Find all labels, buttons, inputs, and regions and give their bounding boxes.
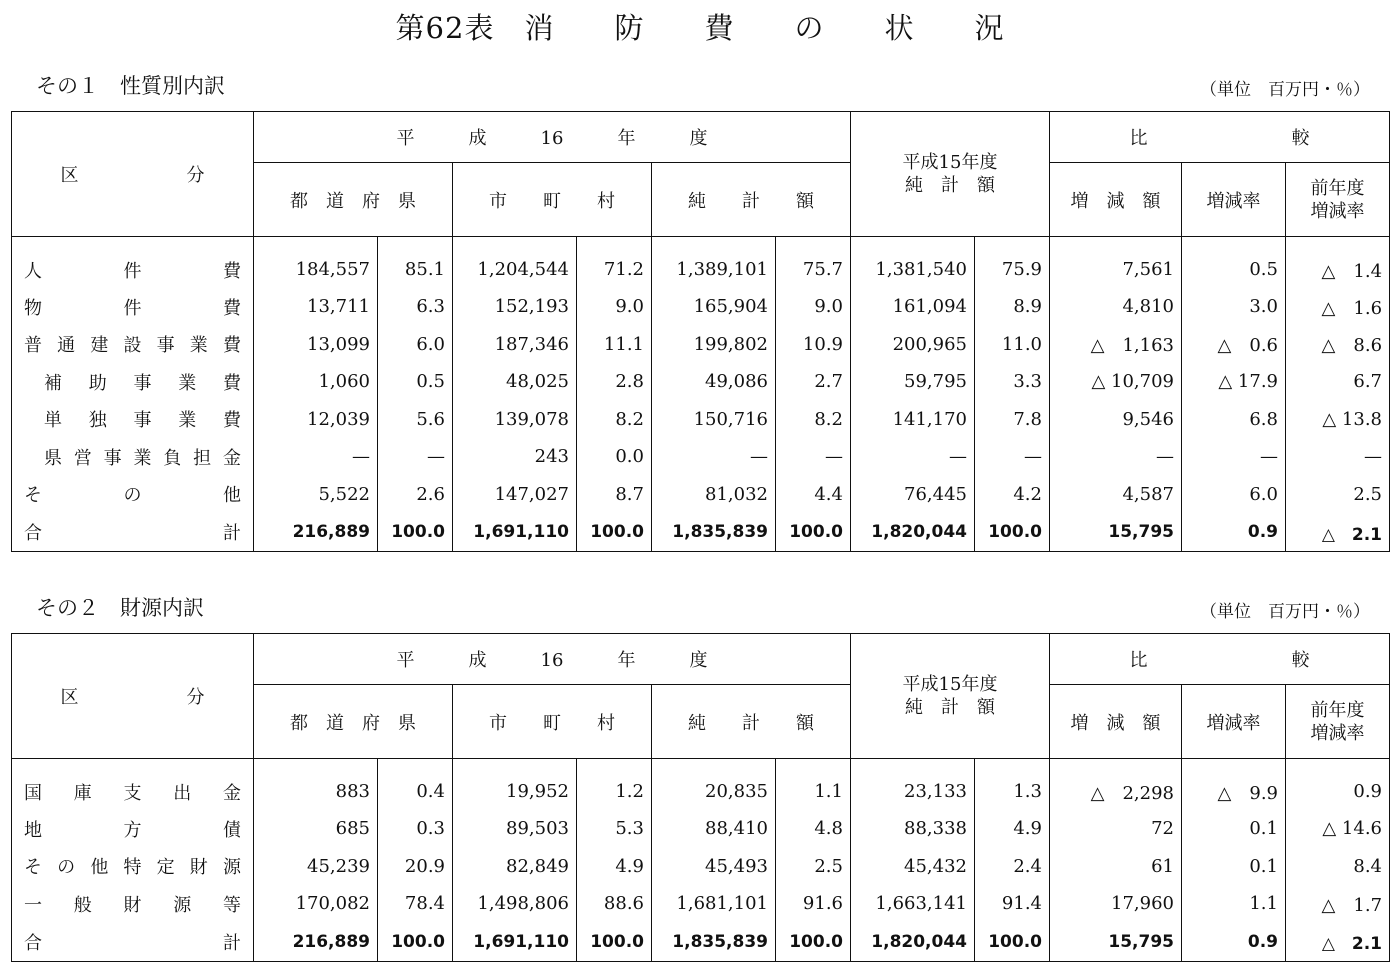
row-label <box>12 438 254 476</box>
cell-net-pct: 1.1 <box>776 759 851 811</box>
cell-muni: 243 <box>453 438 577 476</box>
header-category: 区 分 <box>12 634 254 759</box>
cell-rate: 6.8 <box>1182 401 1286 439</box>
cell-muni: 48,025 <box>453 363 577 401</box>
cell-muni: 1,691,110 <box>453 923 577 962</box>
header-municipality: 市 町 村 <box>453 685 652 759</box>
cell-rate: 6.0 <box>1182 476 1286 514</box>
cell-prev: △ 1.7 <box>1286 885 1390 923</box>
cell-net: 1,389,101 <box>652 237 776 289</box>
cell-muni-pct: 1.2 <box>577 759 652 811</box>
header-fy15-line1: 平成15年度 <box>902 152 998 173</box>
row-label-text: 合 計 <box>24 932 241 954</box>
cell-pref-pct: 78.4 <box>378 885 453 923</box>
cell-muni: 1,498,806 <box>453 885 577 923</box>
cell-fy15: 141,170 <box>851 401 975 439</box>
cell-rate: 3.0 <box>1182 288 1286 326</box>
cell-prev: 8.4 <box>1286 848 1390 886</box>
cell-muni-pct: 11.1 <box>577 326 652 364</box>
cell-pref: — <box>254 438 378 476</box>
table-row <box>12 237 1390 289</box>
table-row <box>12 759 1390 811</box>
cell-fy15-pct: 75.9 <box>975 237 1050 289</box>
cell-prev: 2.5 <box>1286 476 1390 514</box>
header-change-amount: 増 減 額 <box>1050 685 1182 759</box>
cell-fy15: 59,795 <box>851 363 975 401</box>
cell-pref: 184,557 <box>254 237 378 289</box>
row-label-text: そ の 他 特 定 財 源 <box>24 857 241 879</box>
row-label <box>12 810 254 848</box>
header-fy15-line2: 純 計 額 <box>905 697 995 718</box>
cell-net-pct: 91.6 <box>776 885 851 923</box>
header-fy15 <box>851 112 1050 237</box>
table-row <box>12 476 1390 514</box>
cell-diff: 7,561 <box>1050 237 1182 289</box>
cell-net: 20,835 <box>652 759 776 811</box>
row-label <box>12 363 254 401</box>
cell-muni-pct: 100.0 <box>577 513 652 552</box>
cell-muni-pct: 8.2 <box>577 401 652 439</box>
cell-muni: 147,027 <box>453 476 577 514</box>
cell-fy15: 1,663,141 <box>851 885 975 923</box>
cell-pref: 883 <box>254 759 378 811</box>
cell-muni: 1,691,110 <box>453 513 577 552</box>
cell-net: 88,410 <box>652 810 776 848</box>
row-label-text: 補 助 事 業 費 <box>44 372 241 394</box>
cell-net-pct: 2.5 <box>776 848 851 886</box>
cell-pref: 170,082 <box>254 885 378 923</box>
cell-rate: 1.1 <box>1182 885 1286 923</box>
cell-muni: 1,204,544 <box>453 237 577 289</box>
table-row <box>12 326 1390 364</box>
row-label-text: 単 独 事 業 費 <box>44 410 241 432</box>
table-row <box>12 288 1390 326</box>
header-prev-rate <box>1286 685 1390 759</box>
cell-fy15: 1,381,540 <box>851 237 975 289</box>
section-2-title: その２ 財源内訳 <box>36 596 204 620</box>
cell-diff: — <box>1050 438 1182 476</box>
cell-diff: 72 <box>1050 810 1182 848</box>
cell-prev: 6.7 <box>1286 363 1390 401</box>
row-label <box>12 885 254 923</box>
cell-prev: △ 8.6 <box>1286 326 1390 364</box>
cell-net-pct: 9.0 <box>776 288 851 326</box>
cell-fy15-pct: 100.0 <box>975 923 1050 962</box>
cell-pref-pct: 0.5 <box>378 363 453 401</box>
header-prev-rate-line2: 増減率 <box>1310 200 1365 222</box>
cell-muni-pct: 8.7 <box>577 476 652 514</box>
cell-fy15-pct: 3.3 <box>975 363 1050 401</box>
cell-net-pct: 100.0 <box>776 923 851 962</box>
cell-net-pct: 4.8 <box>776 810 851 848</box>
header-prev-rate-line1: 前年度 <box>1310 699 1365 721</box>
header-net-total: 純 計 額 <box>652 685 851 759</box>
cell-pref-pct: 2.6 <box>378 476 453 514</box>
cell-net: 1,835,839 <box>652 513 776 552</box>
cell-fy15-pct: 8.9 <box>975 288 1050 326</box>
cell-fy15: 76,445 <box>851 476 975 514</box>
header-fy15-line1: 平成15年度 <box>902 674 998 695</box>
cell-net: 165,904 <box>652 288 776 326</box>
cell-pref: 13,099 <box>254 326 378 364</box>
cell-fy15-pct: 100.0 <box>975 513 1050 552</box>
cell-pref: 12,039 <box>254 401 378 439</box>
cell-pref: 1,060 <box>254 363 378 401</box>
cell-pref: 5,522 <box>254 476 378 514</box>
cell-muni: 82,849 <box>453 848 577 886</box>
cell-diff: 9,546 <box>1050 401 1182 439</box>
cell-rate: △ 17.9 <box>1182 363 1286 401</box>
cell-pref-pct: 6.0 <box>378 326 453 364</box>
section-1-title: その１ 性質別内訳 <box>36 74 225 98</box>
cell-rate: 0.9 <box>1182 513 1286 552</box>
cell-prev: △ 14.6 <box>1286 810 1390 848</box>
cell-net-pct: 10.9 <box>776 326 851 364</box>
row-label <box>12 326 254 364</box>
cell-pref-pct: 0.3 <box>378 810 453 848</box>
cell-fy15-pct: 7.8 <box>975 401 1050 439</box>
row-label-text: 国 庫 支 出 金 <box>24 782 241 804</box>
cell-diff: 17,960 <box>1050 885 1182 923</box>
header-fy15-line2: 純 計 額 <box>905 175 995 196</box>
table-row <box>12 810 1390 848</box>
cell-muni: 139,078 <box>453 401 577 439</box>
table-row <box>12 438 1390 476</box>
cell-pref-pct: 100.0 <box>378 513 453 552</box>
row-label-text: そ の 他 <box>24 485 241 507</box>
header-comparison: 比 較 <box>1050 112 1390 163</box>
cell-prev: △ 13.8 <box>1286 401 1390 439</box>
cell-rate: 0.1 <box>1182 848 1286 886</box>
header-prev-rate <box>1286 163 1390 237</box>
cell-net-pct: 4.4 <box>776 476 851 514</box>
cell-pref-pct: 100.0 <box>378 923 453 962</box>
cell-rate: △ 0.6 <box>1182 326 1286 364</box>
cell-net-pct: 75.7 <box>776 237 851 289</box>
header-category: 区 分 <box>12 112 254 237</box>
cell-fy15-pct: 91.4 <box>975 885 1050 923</box>
cell-muni: 89,503 <box>453 810 577 848</box>
cell-prev: △ 1.4 <box>1286 237 1390 289</box>
cell-pref: 685 <box>254 810 378 848</box>
cell-rate: 0.9 <box>1182 923 1286 962</box>
cell-rate: — <box>1182 438 1286 476</box>
header-prefecture: 都 道 府 県 <box>254 685 453 759</box>
cell-muni-pct: 4.9 <box>577 848 652 886</box>
cell-fy15: 88,338 <box>851 810 975 848</box>
row-label-text: 地 方 債 <box>24 819 241 841</box>
cell-prev: 0.9 <box>1286 759 1390 811</box>
cell-prev: — <box>1286 438 1390 476</box>
cell-fy15: — <box>851 438 975 476</box>
cell-prev: △ 2.1 <box>1286 923 1390 962</box>
cell-net: 81,032 <box>652 476 776 514</box>
cell-muni-pct: 88.6 <box>577 885 652 923</box>
cell-muni-pct: 0.0 <box>577 438 652 476</box>
cell-fy15: 45,432 <box>851 848 975 886</box>
table-row <box>12 885 1390 923</box>
header-fy15 <box>851 634 1050 759</box>
cell-pref-pct: — <box>378 438 453 476</box>
row-label <box>12 923 254 962</box>
row-label-text: 普 通 建 設 事 業 費 <box>24 335 241 357</box>
cell-pref-pct: 0.4 <box>378 759 453 811</box>
cell-diff: 15,795 <box>1050 923 1182 962</box>
cell-net: 1,835,839 <box>652 923 776 962</box>
cell-net: 150,716 <box>652 401 776 439</box>
cell-pref: 216,889 <box>254 923 378 962</box>
row-label-text: 一 般 財 源 等 <box>24 894 241 916</box>
row-label <box>12 401 254 439</box>
cell-pref: 13,711 <box>254 288 378 326</box>
header-prefecture: 都 道 府 県 <box>254 163 453 237</box>
total-row <box>12 513 1390 552</box>
cell-muni-pct: 2.8 <box>577 363 652 401</box>
cell-net-pct: 2.7 <box>776 363 851 401</box>
cell-net: 199,802 <box>652 326 776 364</box>
table-row <box>12 401 1390 439</box>
row-label-text: 合 計 <box>24 523 241 544</box>
cell-diff: 4,587 <box>1050 476 1182 514</box>
unit-label-1: （単位 百万円・％） <box>1200 80 1370 100</box>
header-change-amount: 増 減 額 <box>1050 163 1182 237</box>
cell-pref-pct: 20.9 <box>378 848 453 886</box>
cell-pref: 216,889 <box>254 513 378 552</box>
cell-fy15-pct: 4.9 <box>975 810 1050 848</box>
cell-muni: 187,346 <box>453 326 577 364</box>
cell-fy15: 161,094 <box>851 288 975 326</box>
header-change-rate: 増減率 <box>1182 685 1286 759</box>
cell-pref-pct: 85.1 <box>378 237 453 289</box>
cell-fy15-pct: 4.2 <box>975 476 1050 514</box>
cell-fy15-pct: 11.0 <box>975 326 1050 364</box>
header-fy16: 平 成 16 年 度 <box>254 634 851 685</box>
cell-prev: △ 2.1 <box>1286 513 1390 552</box>
cell-pref-pct: 5.6 <box>378 401 453 439</box>
cell-net-pct: 8.2 <box>776 401 851 439</box>
row-label <box>12 759 254 811</box>
cell-muni: 19,952 <box>453 759 577 811</box>
row-label <box>12 476 254 514</box>
row-label <box>12 288 254 326</box>
cell-pref: 45,239 <box>254 848 378 886</box>
cell-fy15: 1,820,044 <box>851 923 975 962</box>
row-label <box>12 513 254 552</box>
cell-diff: △ 2,298 <box>1050 759 1182 811</box>
table-by-revenue-source <box>11 633 1390 962</box>
table-row <box>12 363 1390 401</box>
cell-fy15-pct: — <box>975 438 1050 476</box>
cell-muni-pct: 100.0 <box>577 923 652 962</box>
cell-rate: 0.1 <box>1182 810 1286 848</box>
cell-rate: △ 9.9 <box>1182 759 1286 811</box>
cell-fy15: 1,820,044 <box>851 513 975 552</box>
header-fy16: 平 成 16 年 度 <box>254 112 851 163</box>
cell-prev: △ 1.6 <box>1286 288 1390 326</box>
cell-net: 45,493 <box>652 848 776 886</box>
cell-muni-pct: 9.0 <box>577 288 652 326</box>
header-net-total: 純 計 額 <box>652 163 851 237</box>
cell-diff: 61 <box>1050 848 1182 886</box>
header-comparison: 比 較 <box>1050 634 1390 685</box>
cell-fy15-pct: 1.3 <box>975 759 1050 811</box>
cell-net: — <box>652 438 776 476</box>
cell-pref-pct: 6.3 <box>378 288 453 326</box>
row-label-text: 物 件 費 <box>24 297 241 319</box>
cell-muni-pct: 5.3 <box>577 810 652 848</box>
cell-diff: 15,795 <box>1050 513 1182 552</box>
cell-net-pct: 100.0 <box>776 513 851 552</box>
table-row <box>12 848 1390 886</box>
cell-rate: 0.5 <box>1182 237 1286 289</box>
cell-diff: △ 1,163 <box>1050 326 1182 364</box>
row-label-text: 人 件 費 <box>24 260 241 282</box>
header-prev-rate-line1: 前年度 <box>1310 177 1365 199</box>
page-title: 第62表 消 防 費 の 状 況 <box>395 11 1005 45</box>
row-label <box>12 237 254 289</box>
cell-muni: 152,193 <box>453 288 577 326</box>
total-row <box>12 923 1390 962</box>
row-label-text: 県 営 事 業 負 担 金 <box>44 447 241 469</box>
cell-net: 49,086 <box>652 363 776 401</box>
table-by-nature <box>11 111 1390 552</box>
unit-label-2: （単位 百万円・％） <box>1200 602 1370 622</box>
cell-net: 1,681,101 <box>652 885 776 923</box>
header-change-rate: 増減率 <box>1182 163 1286 237</box>
cell-diff: △ 10,709 <box>1050 363 1182 401</box>
header-prev-rate-line2: 増減率 <box>1310 722 1365 744</box>
cell-fy15: 23,133 <box>851 759 975 811</box>
cell-fy15: 200,965 <box>851 326 975 364</box>
row-label <box>12 848 254 886</box>
cell-muni-pct: 71.2 <box>577 237 652 289</box>
header-municipality: 市 町 村 <box>453 163 652 237</box>
cell-fy15-pct: 2.4 <box>975 848 1050 886</box>
cell-diff: 4,810 <box>1050 288 1182 326</box>
cell-net-pct: — <box>776 438 851 476</box>
